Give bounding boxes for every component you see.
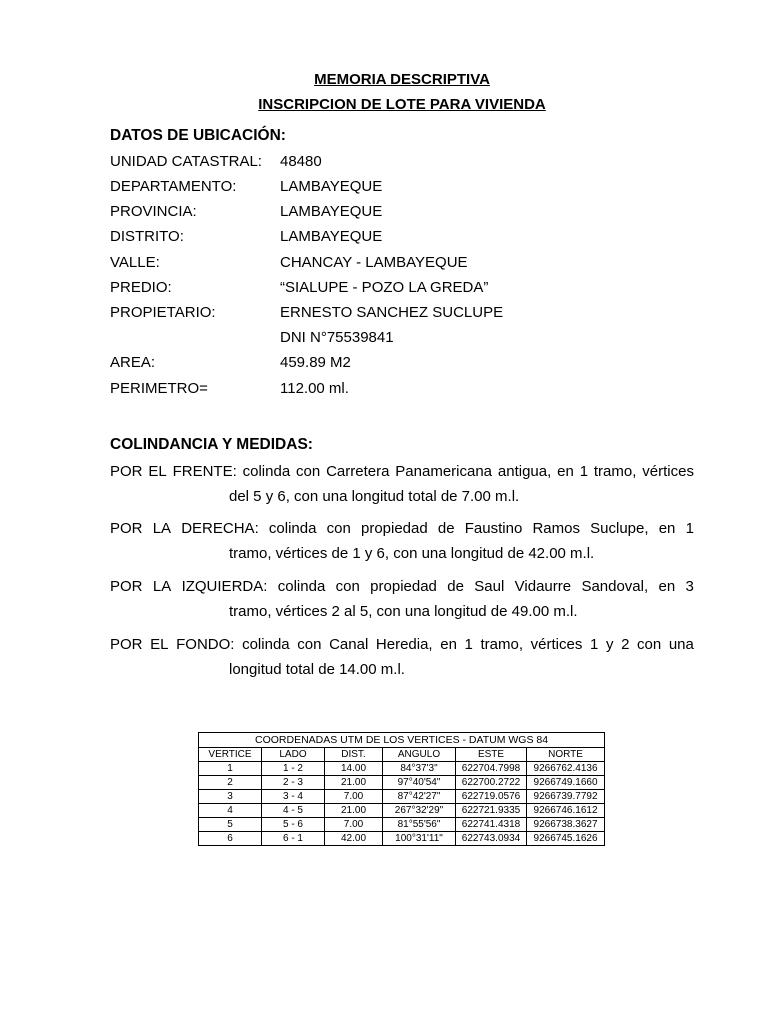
ubicacion-label: PROVINCIA: <box>110 203 197 220</box>
colindancia-item <box>110 516 694 566</box>
word: una <box>668 636 694 653</box>
word: colinda <box>277 578 326 595</box>
word: con <box>335 578 360 595</box>
table-cell: 6 - 1 <box>262 832 325 846</box>
word: Heredia, <box>375 636 433 653</box>
word: 3 <box>685 578 694 595</box>
word: tramo, <box>593 463 637 480</box>
word: y <box>605 636 614 653</box>
word: Panamericana <box>395 463 493 480</box>
table-header-row <box>199 748 605 762</box>
word: 1 <box>589 636 599 653</box>
table-cell: 84°37'3" <box>383 762 456 776</box>
utm-coordinates-table <box>198 732 605 846</box>
table-cell: 21.00 <box>325 776 383 790</box>
table-caption: COORDENADAS UTM DE LOS VERTICES - DATUM WGS 84 <box>199 733 605 748</box>
table-cell: 4 <box>199 804 262 818</box>
table-cell: 9266762.4136 <box>527 762 605 776</box>
word: antigua, <box>497 463 552 480</box>
table-cell: 9266745.1626 <box>527 832 605 846</box>
table-cell: 97°40'54" <box>383 776 456 790</box>
word: 1 <box>685 520 694 537</box>
word: propiedad <box>360 520 428 537</box>
word: Saul <box>474 578 505 595</box>
table-cell: 1 - 2 <box>262 762 325 776</box>
word: de <box>437 520 455 537</box>
word: 1 <box>464 636 473 653</box>
table-cell: 14.00 <box>325 762 383 776</box>
table-cell: 6 <box>199 832 262 846</box>
word: Sandoval, <box>581 578 649 595</box>
word: tramo, <box>480 636 524 653</box>
table-cell: 42.00 <box>325 832 383 846</box>
table-cell: 9266738.3627 <box>527 818 605 832</box>
ubicacion-value: 112.00 ml. <box>280 380 349 397</box>
table-cell: 9266746.1612 <box>527 804 605 818</box>
word: en <box>658 520 676 537</box>
ubicacion-value: LAMBAYEQUE <box>280 203 383 220</box>
table-cell: 81°55'56" <box>383 818 456 832</box>
word: Canal <box>329 636 369 653</box>
table-cell: 5 <box>199 818 262 832</box>
word: LA <box>152 578 172 595</box>
word: Carretera <box>326 463 390 480</box>
table-cell: 622719.0576 <box>456 790 527 804</box>
colindancia-line <box>110 516 694 541</box>
ubicacion-value: ERNESTO SANCHEZ SUCLUPE <box>280 304 504 321</box>
colindancia-line <box>110 632 694 657</box>
word: colinda <box>242 463 291 480</box>
word: POR <box>110 463 143 480</box>
word: POR <box>110 520 143 537</box>
table-cell: 2 <box>199 776 262 790</box>
ubicacion-value: LAMBAYEQUE <box>280 178 383 195</box>
word: en <box>557 463 574 480</box>
table-cell: 4 - 5 <box>262 804 325 818</box>
word: 1 <box>579 463 589 480</box>
ubicacion-label: PROPIETARIO: <box>110 304 216 321</box>
colindancia-line: tramo, vértices 2 al 5, con una longitud de 49.00 m.l. <box>229 603 578 620</box>
word: con <box>296 463 321 480</box>
table-cell: 2 - 3 <box>262 776 325 790</box>
column-header: ANGULO <box>383 748 456 762</box>
table-cell: 100°31'11" <box>383 832 456 846</box>
table-row <box>199 818 605 832</box>
word: POR <box>110 578 143 595</box>
word: Suclupe, <box>590 520 649 537</box>
ubicacion-value: 459.89 M2 <box>280 354 351 371</box>
ubicacion-value: “SIALUPE - POZO LA GREDA” <box>280 279 489 296</box>
word: en <box>658 578 676 595</box>
colindancia-heading: COLINDANCIA Y MEDIDAS: <box>110 436 313 453</box>
word: EL <box>148 463 167 480</box>
column-header: VERTICE <box>199 748 262 762</box>
colindancia-item <box>110 632 694 682</box>
table-cell: 3 <box>199 790 262 804</box>
colindancia-line: tramo, vértices de 1 y 6, con una longitud de 42.00 m.l. <box>229 545 595 562</box>
ubicacion-label: AREA: <box>110 354 156 371</box>
ubicacion-label: DEPARTAMENTO: <box>110 178 237 195</box>
table-cell: 87°42'27" <box>383 790 456 804</box>
word: colinda <box>268 520 317 537</box>
colindancia-item <box>110 459 694 509</box>
word: vértices <box>530 636 583 653</box>
colindancia-line <box>110 459 694 484</box>
ubicacion-label: PREDIO: <box>110 279 172 296</box>
ubicacion-value: CHANCAY - LAMBAYEQUE <box>280 254 468 271</box>
colindancia-line: longitud total de 14.00 m.l. <box>229 661 405 678</box>
column-header: ESTE <box>456 748 527 762</box>
table-cell: 622704.7998 <box>456 762 527 776</box>
colindancia-line: del 5 y 6, con una longitud total de 7.00 m.l. <box>229 488 520 505</box>
column-header: NORTE <box>527 748 605 762</box>
table-cell: 622721.9335 <box>456 804 527 818</box>
table-cell: 9266749.1660 <box>527 776 605 790</box>
word: POR <box>110 636 143 653</box>
ubicacion-label: VALLE: <box>110 254 160 271</box>
word: EL <box>150 636 169 653</box>
table-caption-row <box>199 733 605 748</box>
table-cell: 21.00 <box>325 804 383 818</box>
table-row <box>199 776 605 790</box>
word: LA <box>152 520 172 537</box>
word: de <box>447 578 464 595</box>
table-row <box>199 832 605 846</box>
ubicacion-label: DISTRITO: <box>110 228 184 245</box>
table-cell: 7.00 <box>325 790 383 804</box>
colindancia-line <box>110 574 694 599</box>
word: en <box>440 636 457 653</box>
column-header: DIST. <box>325 748 383 762</box>
word: DERECHA: <box>181 520 259 537</box>
table-cell: 622741.4318 <box>456 818 527 832</box>
table-row <box>199 790 605 804</box>
table-cell: 1 <box>199 762 262 776</box>
document-title: MEMORIA DESCRIPTIVA <box>314 71 490 88</box>
table-row <box>199 804 605 818</box>
table-cell: 622743.0934 <box>456 832 527 846</box>
word: FONDO: <box>176 636 235 653</box>
table-cell: 3 - 4 <box>262 790 325 804</box>
table-cell: 7.00 <box>325 818 383 832</box>
table-cell: 267°32'29" <box>383 804 456 818</box>
word: vértices <box>642 463 694 480</box>
word: colinda <box>242 636 290 653</box>
ubicacion-heading: DATOS DE UBICACIÓN: <box>110 127 286 144</box>
word: con <box>297 636 322 653</box>
ubicacion-value: LAMBAYEQUE <box>280 228 383 245</box>
word: con <box>326 520 351 537</box>
ubicacion-value: 48480 <box>280 153 322 170</box>
table-row <box>199 762 605 776</box>
ubicacion-value: DNI N°75539841 <box>280 329 394 346</box>
column-header: LADO <box>262 748 325 762</box>
word: IZQUIERDA: <box>181 578 268 595</box>
table-cell: 9266739.7792 <box>527 790 605 804</box>
word: Vidaurre <box>514 578 572 595</box>
word: 2 <box>621 636 630 653</box>
word: Ramos <box>532 520 580 537</box>
word: con <box>637 636 662 653</box>
table-cell: 622700.2722 <box>456 776 527 790</box>
word: propiedad <box>370 578 437 595</box>
table-cell: 5 - 6 <box>262 818 325 832</box>
ubicacion-label: UNIDAD CATASTRAL: <box>110 153 262 170</box>
ubicacion-label: PERIMETRO= <box>110 380 208 397</box>
word: FRENTE: <box>172 463 237 480</box>
document-subtitle: INSCRIPCION DE LOTE PARA VIVIENDA <box>258 96 546 113</box>
word: Faustino <box>464 520 523 537</box>
colindancia-item <box>110 574 694 624</box>
